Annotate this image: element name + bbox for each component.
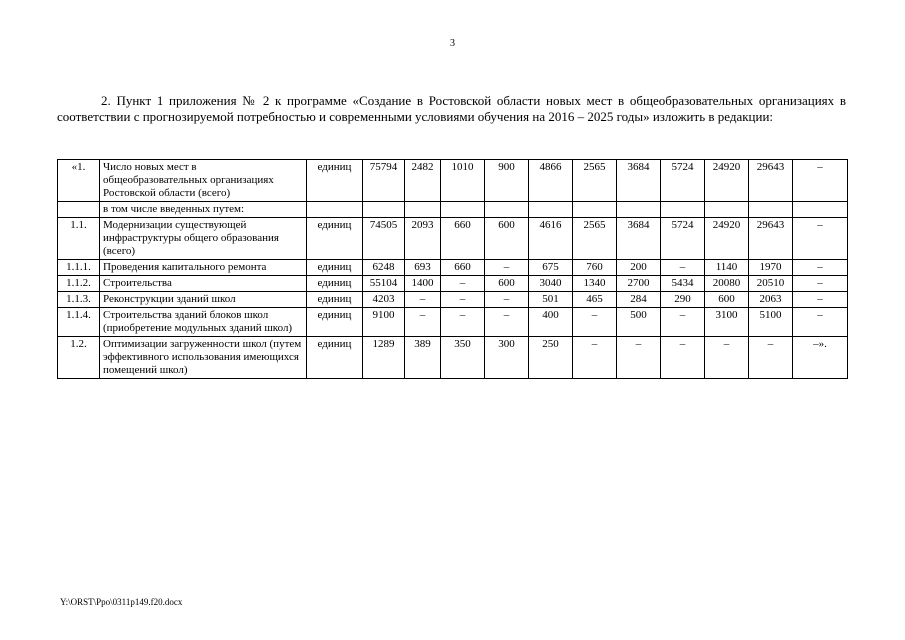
- row-name-cell: Проведения капитального ремонта: [100, 260, 307, 276]
- value-cell: [749, 202, 793, 218]
- value-cell: –: [573, 337, 617, 379]
- value-cell: [441, 202, 485, 218]
- value-cell: 250: [529, 337, 573, 379]
- amendment-paragraph: 2. Пункт 1 приложения № 2 к программе «Создание в Ростовской области новых мест в общеобразовательных организациях в соответствии с прогнозируемой потребностью и современными условиями обучения на 2016 – 2025 годы» изложить в редакции:: [57, 93, 846, 124]
- value-cell: [705, 202, 749, 218]
- value-cell: 2565: [573, 160, 617, 202]
- value-cell: 55104: [363, 276, 405, 292]
- value-cell: 2565: [573, 218, 617, 260]
- table-row: [58, 292, 848, 308]
- value-cell: [793, 202, 848, 218]
- row-number-cell: 1.2.: [58, 337, 100, 379]
- value-cell: 20080: [705, 276, 749, 292]
- value-cell: –: [793, 308, 848, 337]
- value-cell: 660: [441, 218, 485, 260]
- value-cell: 389: [405, 337, 441, 379]
- value-cell: 20510: [749, 276, 793, 292]
- value-cell: 600: [705, 292, 749, 308]
- row-unit-cell: единиц: [307, 337, 363, 379]
- value-cell: 2093: [405, 218, 441, 260]
- value-cell: 4616: [529, 218, 573, 260]
- value-cell: 5434: [661, 276, 705, 292]
- row-unit-cell: [307, 202, 363, 218]
- row-name-cell: Реконструкции зданий школ: [100, 292, 307, 308]
- value-cell: 400: [529, 308, 573, 337]
- value-cell: –: [617, 337, 661, 379]
- value-cell: 3684: [617, 160, 661, 202]
- row-unit-cell: единиц: [307, 308, 363, 337]
- value-cell: –: [793, 292, 848, 308]
- row-unit-cell: единиц: [307, 260, 363, 276]
- value-cell: 760: [573, 260, 617, 276]
- value-cell: 500: [617, 308, 661, 337]
- value-cell: –: [405, 292, 441, 308]
- row-number-cell: 1.1.4.: [58, 308, 100, 337]
- value-cell: 1400: [405, 276, 441, 292]
- value-cell: –: [441, 308, 485, 337]
- value-cell: 75794: [363, 160, 405, 202]
- page-number: 3: [450, 38, 455, 49]
- value-cell: 600: [485, 276, 529, 292]
- file-path-footer: Y:\ORST\Ppo\0311p149.f20.docx: [60, 597, 183, 607]
- row-name-cell: Строительства зданий блоков школ (приобретение модульных зданий школ): [100, 308, 307, 337]
- value-cell: –: [793, 276, 848, 292]
- value-cell: –: [793, 218, 848, 260]
- value-cell: 501: [529, 292, 573, 308]
- value-cell: [661, 202, 705, 218]
- value-cell: 4866: [529, 160, 573, 202]
- row-name-cell: Модернизации существующей инфраструктуры общего образования (всего): [100, 218, 307, 260]
- row-number-cell: 1.1.: [58, 218, 100, 260]
- value-cell: 29643: [749, 160, 793, 202]
- value-cell: 24920: [705, 160, 749, 202]
- value-cell: 2482: [405, 160, 441, 202]
- value-cell: 290: [661, 292, 705, 308]
- row-unit-cell: единиц: [307, 276, 363, 292]
- value-cell: 675: [529, 260, 573, 276]
- value-cell: 660: [441, 260, 485, 276]
- value-cell: 465: [573, 292, 617, 308]
- value-cell: [573, 202, 617, 218]
- table-row: [58, 202, 848, 218]
- value-cell: [363, 202, 405, 218]
- value-cell: 900: [485, 160, 529, 202]
- value-cell: 1970: [749, 260, 793, 276]
- value-cell: 693: [405, 260, 441, 276]
- value-cell: 200: [617, 260, 661, 276]
- row-number-cell: [58, 202, 100, 218]
- value-cell: 1010: [441, 160, 485, 202]
- value-cell: –: [405, 308, 441, 337]
- value-cell: 24920: [705, 218, 749, 260]
- value-cell: –: [661, 308, 705, 337]
- value-cell: 1340: [573, 276, 617, 292]
- value-cell: –: [573, 308, 617, 337]
- value-cell: 29643: [749, 218, 793, 260]
- row-name-cell: Строительства: [100, 276, 307, 292]
- value-cell: –: [793, 260, 848, 276]
- table-row: [58, 260, 848, 276]
- table-row: [58, 160, 848, 202]
- row-number-cell: «1.: [58, 160, 100, 202]
- value-cell: 3040: [529, 276, 573, 292]
- table-row: [58, 337, 848, 379]
- value-cell: [617, 202, 661, 218]
- value-cell: 4203: [363, 292, 405, 308]
- value-cell: 74505: [363, 218, 405, 260]
- table-row: [58, 308, 848, 337]
- value-cell: –: [485, 260, 529, 276]
- row-number-cell: 1.1.2.: [58, 276, 100, 292]
- value-cell: –: [749, 337, 793, 379]
- value-cell: [405, 202, 441, 218]
- table-row: [58, 218, 848, 260]
- value-cell: –: [485, 308, 529, 337]
- row-unit-cell: единиц: [307, 218, 363, 260]
- value-cell: [529, 202, 573, 218]
- value-cell: –».: [793, 337, 848, 379]
- row-name-cell: Число новых мест в общеобразовательных организациях Ростовской области (всего): [100, 160, 307, 202]
- value-cell: [485, 202, 529, 218]
- row-unit-cell: единиц: [307, 160, 363, 202]
- value-cell: –: [441, 292, 485, 308]
- value-cell: 300: [485, 337, 529, 379]
- value-cell: 1289: [363, 337, 405, 379]
- row-unit-cell: единиц: [307, 292, 363, 308]
- table-row: [58, 276, 848, 292]
- value-cell: –: [661, 337, 705, 379]
- value-cell: –: [485, 292, 529, 308]
- row-name-cell: в том числе введенных путем:: [100, 202, 307, 218]
- value-cell: –: [793, 160, 848, 202]
- value-cell: 3684: [617, 218, 661, 260]
- value-cell: 2063: [749, 292, 793, 308]
- row-name-cell: Оптимизации загруженности школ (путем эффективного использования имеющихся помещений школ): [100, 337, 307, 379]
- value-cell: –: [661, 260, 705, 276]
- table-body: [58, 160, 848, 379]
- value-cell: 2700: [617, 276, 661, 292]
- value-cell: 1140: [705, 260, 749, 276]
- value-cell: 3100: [705, 308, 749, 337]
- places-table: [57, 159, 848, 379]
- value-cell: 5724: [661, 160, 705, 202]
- value-cell: 350: [441, 337, 485, 379]
- value-cell: 9100: [363, 308, 405, 337]
- value-cell: 284: [617, 292, 661, 308]
- value-cell: –: [705, 337, 749, 379]
- row-number-cell: 1.1.1.: [58, 260, 100, 276]
- row-number-cell: 1.1.3.: [58, 292, 100, 308]
- value-cell: 5100: [749, 308, 793, 337]
- value-cell: 600: [485, 218, 529, 260]
- value-cell: 5724: [661, 218, 705, 260]
- value-cell: 6248: [363, 260, 405, 276]
- value-cell: –: [441, 276, 485, 292]
